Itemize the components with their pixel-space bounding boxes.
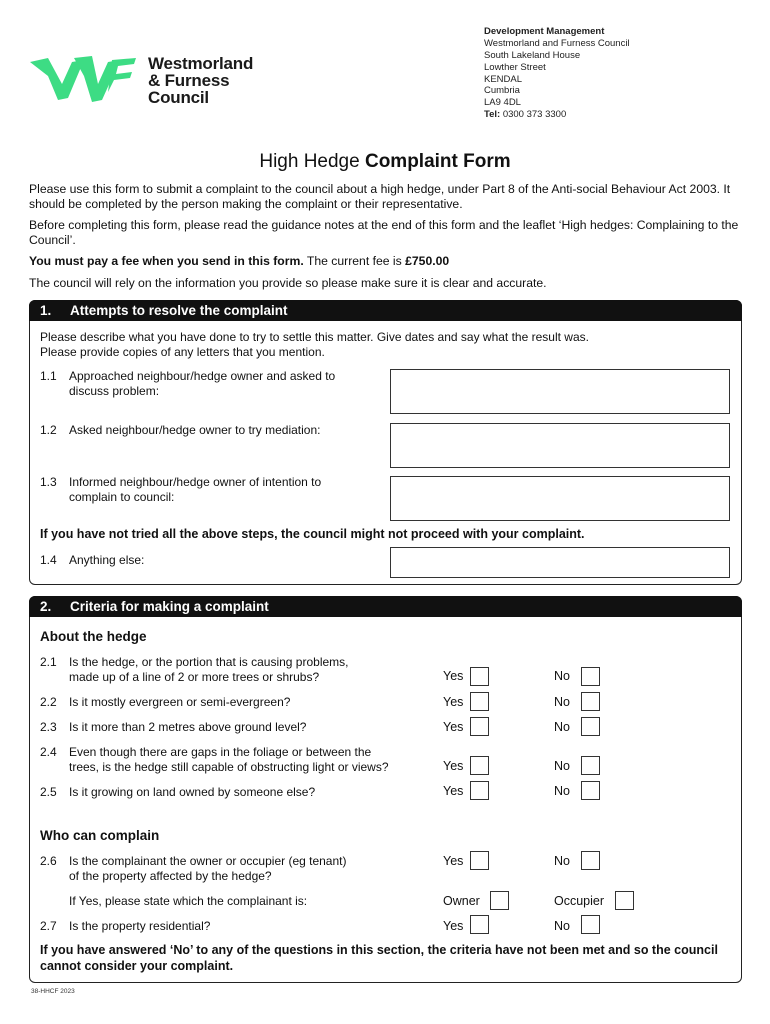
fee-notice [29,254,744,269]
tel-value: 0300 373 3300 [502,109,567,120]
no-checkbox-2-6[interactable] [581,851,600,870]
address-line: KENDAL [484,74,523,85]
section-title: Attempts to resolve the complaint [70,303,288,318]
answer-field-1-3[interactable] [390,476,730,521]
question-number: 1.3 [40,475,57,489]
no-checkbox-2-3[interactable] [581,717,600,736]
yes-checkbox-2-1[interactable] [470,667,489,686]
no-label: No [554,759,570,773]
yes-label: Yes [443,759,464,773]
no-label: No [554,669,570,683]
question-number: 2.5 [40,785,57,799]
no-label: No [554,720,570,734]
no-checkbox-2-7[interactable] [581,915,600,934]
owner-checkbox[interactable] [490,891,509,910]
address-line: LA9 4DL [484,97,521,108]
section-1-description: Please describe what you have done to try to settle this matter. Give dates and say what the result was. [40,330,589,344]
fee-amount: £750.00 [405,254,450,268]
question-text-line-1: Is the complainant the owner or occupier (eg tenant) [69,854,347,868]
question-text-line-1: Is the hedge, or the portion that is causing problems, [69,655,349,669]
occupier-checkbox[interactable] [615,891,634,910]
if-yes-instruction: If Yes, please state which the complainant is: [69,894,308,908]
no-checkbox-2-5[interactable] [581,781,600,800]
question-text: Anything else: [69,553,145,567]
no-checkbox-2-4[interactable] [581,756,600,775]
question-text: Informed neighbour/hedge owner of intention to complain to council: [69,475,322,504]
section-number: 2. [40,599,52,614]
address-line: Cumbria [484,85,520,96]
yes-label: Yes [443,720,464,734]
yes-checkbox-2-2[interactable] [470,692,489,711]
question-text-line-2: of the property affected by the hedge? [69,869,272,883]
form-reference-code: 38-HHCF 2023 [31,988,75,995]
occupier-label: Occupier [554,894,605,908]
yes-label: Yes [443,919,464,933]
address-title: Development Management [484,26,605,37]
question-text-line-1: Even though there are gaps in the foliage or between the [69,745,372,759]
question-text: Is it more than 2 metres above ground level? [69,720,307,734]
yes-label: Yes [443,695,464,709]
yes-checkbox-2-6[interactable] [470,851,489,870]
question-number: 2.7 [40,919,57,933]
about-hedge-heading: About the hedge [40,629,147,644]
question-number: 2.4 [40,745,57,759]
question-number: 1.2 [40,423,57,437]
no-checkbox-2-1[interactable] [581,667,600,686]
yes-checkbox-2-5[interactable] [470,781,489,800]
logo-text-line-2: & Furness [148,71,230,90]
telephone [484,109,566,121]
who-can-complain-heading: Who can complain [40,828,160,843]
intro-paragraph-4: The council will rely on the information you provide so please make sure it is clear and accurate. [29,276,547,290]
yes-checkbox-2-3[interactable] [470,717,489,736]
question-number: 2.2 [40,695,57,709]
yes-label: Yes [443,854,464,868]
section-title: Criteria for making a complaint [70,599,269,614]
question-number: 1.1 [40,369,57,383]
answer-field-1-4[interactable] [390,547,730,578]
no-label: No [554,784,570,798]
yes-label: Yes [443,784,464,798]
section-number: 1. [40,303,52,318]
address-line: Westmorland and Furness Council [484,38,630,49]
section-1-header [29,300,742,321]
section-2-header [29,596,742,617]
question-text: Is the property residential? [69,919,211,933]
answer-field-1-1[interactable] [390,369,730,414]
question-text: Is it mostly evergreen or semi-evergreen? [69,695,291,709]
no-label: No [554,695,570,709]
question-text-line-2: trees, is the hedge still capable of obstructing light or views? [69,760,389,774]
question-text: Asked neighbour/hedge owner to try mediation: [69,423,321,437]
no-checkbox-2-2[interactable] [581,692,600,711]
yes-checkbox-2-4[interactable] [470,756,489,775]
tel-label: Tel: [484,109,501,120]
no-label: No [554,919,570,933]
address-line: South Lakeland House [484,50,581,61]
yes-checkbox-2-7[interactable] [470,915,489,934]
council-logo [28,54,140,104]
logo-text-line-1: Westmorland [148,54,254,73]
page-title [0,151,770,173]
title-bold: Complaint Form [364,151,511,172]
question-number: 2.1 [40,655,57,669]
question-number: 2.3 [40,720,57,734]
logo-text-line-3: Council [148,88,209,107]
answer-field-1-2[interactable] [390,423,730,468]
no-label: No [554,854,570,868]
question-text: Approached neighbour/hedge owner and asked to discuss problem: [69,369,336,398]
owner-label: Owner [443,894,480,908]
intro-paragraph-2: Before completing this form, please read the guidance notes at the end of this form and the leaflet ‘High hedges: Complaining to the Council’. [29,218,739,247]
fee-normal: The current fee is [303,254,406,268]
fee-bold: You must pay a fee when you send in this form. [29,254,304,268]
section-1-warning: If you have not tried all the above steps, the council might not proceed with your complaint. [40,527,585,541]
section-2-note: If you have answered ‘No’ to any of the questions in this section, the criteria have not been met and so the council cannot consider your complaint. [40,943,718,973]
question-text: Is it growing on land owned by someone else? [69,785,316,799]
section-1-description-2: Please provide copies of any letters that you mention. [40,345,325,359]
address-line: Lowther Street [484,62,546,73]
yes-label: Yes [443,669,464,683]
intro-paragraph-1: Please use this form to submit a complaint to the council about a high hedge, under Part 8 of the Anti-social Behaviour Act 2003. It should be completed by the person making the complaint or their representative. [29,182,731,211]
question-number: 2.6 [40,854,57,868]
question-text-line-2: made up of a line of 2 or more trees or shrubs? [69,670,320,684]
question-number: 1.4 [40,553,57,567]
title-normal: High Hedge [259,151,365,172]
